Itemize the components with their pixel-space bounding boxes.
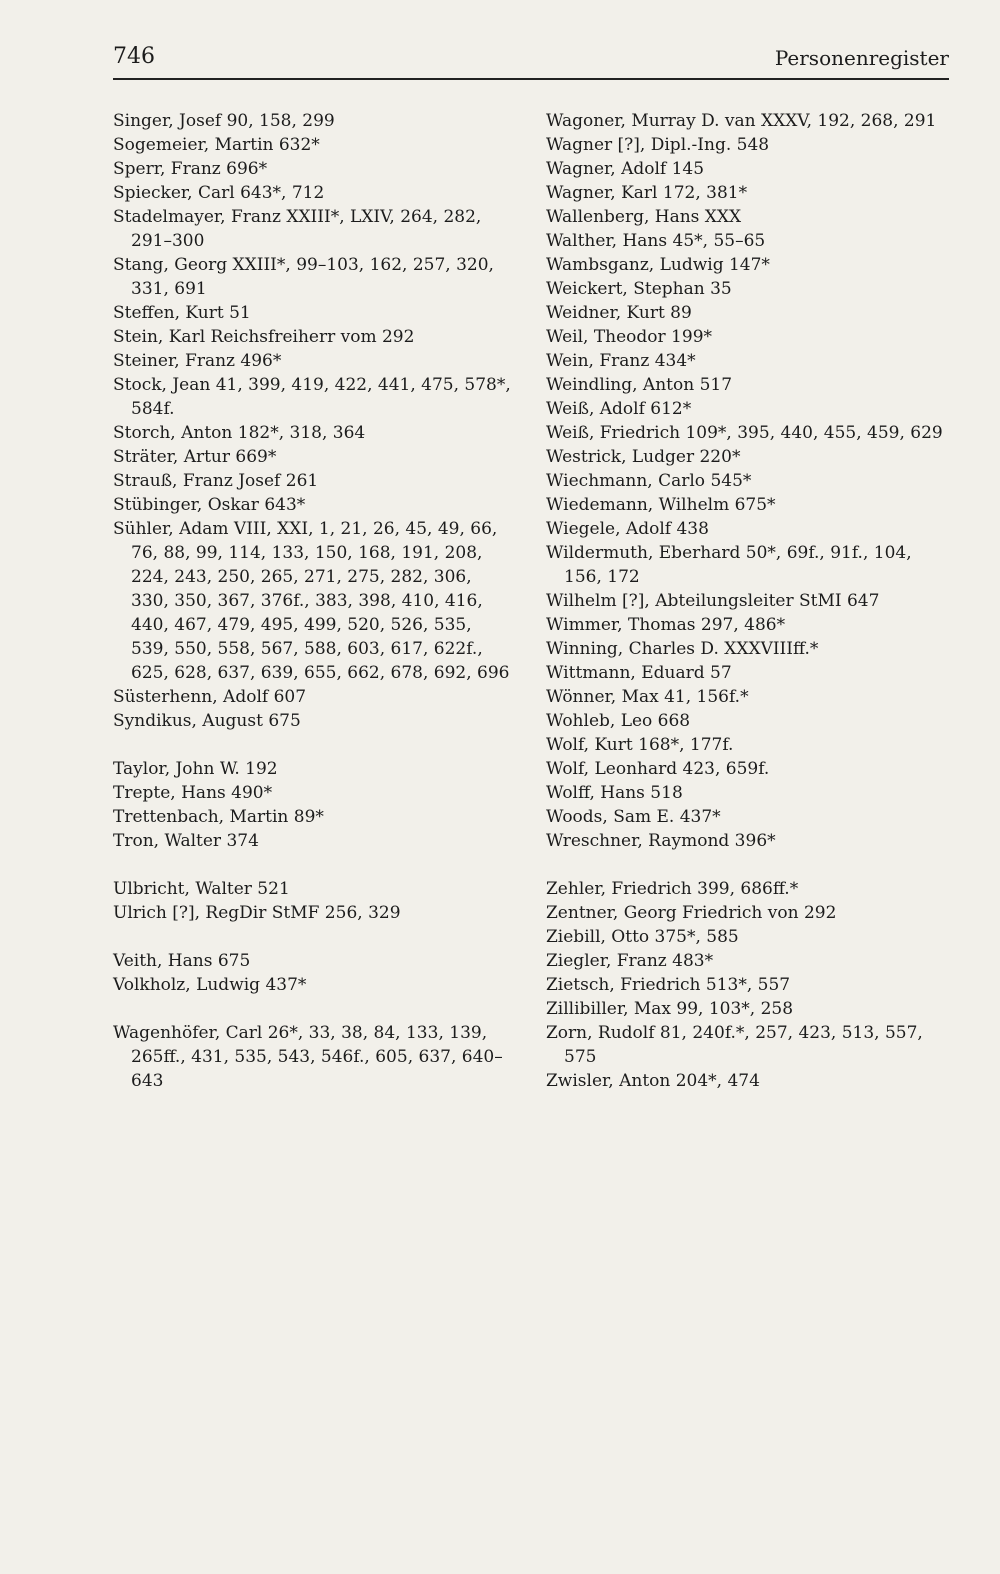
- index-entry: Woods, Sam E. 437*: [546, 807, 721, 827]
- index-entry: Tron, Walter 374: [113, 831, 259, 851]
- index-entry: Ziegler, Franz 483*: [546, 951, 714, 971]
- index-entry: Volkholz, Ludwig 437*: [113, 975, 307, 995]
- index-entry: Wambsganz, Ludwig 147*: [546, 255, 770, 275]
- index-entry: Trepte, Hans 490*: [113, 783, 273, 803]
- index-entry: Wagoner, Murray D. van XXXV, 192, 268, 291: [546, 111, 937, 131]
- letter-group-spacer: [113, 925, 513, 949]
- index-entry: Ulbricht, Walter 521: [113, 879, 290, 899]
- index-entry: Trettenbach, Martin 89*: [113, 807, 324, 827]
- letter-group-spacer: [546, 853, 951, 877]
- index-entry: Veith, Hans 675: [113, 951, 251, 971]
- index-entry: Syndikus, August 675: [113, 711, 301, 731]
- index-entry: Stübinger, Oskar 643*: [113, 495, 306, 515]
- index-entry: Weiß, Adolf 612*: [546, 399, 692, 419]
- index-entry: Zietsch, Friedrich 513*, 557: [546, 975, 791, 995]
- index-entry: Westrick, Ludger 220*: [546, 447, 741, 467]
- index-entry: Weindling, Anton 517: [546, 375, 733, 395]
- index-entry: Weidner, Kurt 89: [546, 303, 692, 323]
- index-entry: Wohleb, Leo 668: [546, 711, 691, 731]
- index-entry: Winning, Charles D. XXXVIIIff.*: [546, 639, 819, 659]
- index-entry: Weickert, Stephan 35: [546, 279, 732, 299]
- index-entry: Steiner, Franz 496*: [113, 351, 282, 371]
- index-entry: Wimmer, Thomas 297, 486*: [546, 615, 786, 635]
- index-entry: Wolff, Hans 518: [546, 783, 683, 803]
- index-entry: Wallenberg, Hans XXX: [546, 207, 742, 227]
- index-entry: Weiß, Friedrich 109*, 395, 440, 455, 459, 629: [546, 423, 943, 443]
- index-entry: Süsterhenn, Adolf 607: [113, 687, 307, 707]
- index-entry: Wagner, Adolf 145: [546, 159, 705, 179]
- index-column-left: [113, 109, 513, 1093]
- index-entry: Zwisler, Anton 204*, 474: [546, 1071, 760, 1091]
- index-entry: Singer, Josef 90, 158, 299: [113, 111, 335, 131]
- index-entry: Wagenhöfer, Carl 26*, 33, 38, 84, 133, 139, 265ff., 431, 535, 543, 546f., 605, 637, 640–643: [113, 1023, 503, 1091]
- index-entry: Wagner, Karl 172, 381*: [546, 183, 748, 203]
- index-entry: Stadelmayer, Franz XXIII*, LXIV, 264, 282, 291–300: [113, 207, 482, 251]
- index-entry: Wiedemann, Wilhelm 675*: [546, 495, 776, 515]
- index-entry: Wilhelm [?], Abteilungsleiter StMI 647: [546, 591, 880, 611]
- letter-group-spacer: [113, 853, 513, 877]
- index-entry: Sogemeier, Martin 632*: [113, 135, 320, 155]
- running-title: Personenregister: [774, 46, 949, 70]
- index-entry: Storch, Anton 182*, 318, 364: [113, 423, 366, 443]
- index-entry: Weil, Theodor 199*: [546, 327, 713, 347]
- letter-group-spacer: [113, 733, 513, 757]
- index-entry: Sträter, Artur 669*: [113, 447, 277, 467]
- index-entry: Wildermuth, Eberhard 50*, 69f., 91f., 104, 156, 172: [546, 543, 912, 587]
- page-header: [113, 40, 949, 80]
- index-entry: Steffen, Kurt 51: [113, 303, 251, 323]
- index-entry: Spiecker, Carl 643*, 712: [113, 183, 325, 203]
- index-entry: Wolf, Kurt 168*, 177f.: [546, 735, 734, 755]
- index-entry: Ulrich [?], RegDir StMF 256, 329: [113, 903, 401, 923]
- index-entry: Zentner, Georg Friedrich von 292: [546, 903, 837, 923]
- index-entry: Wittmann, Eduard 57: [546, 663, 732, 683]
- index-entry: Taylor, John W. 192: [113, 759, 278, 779]
- index-entry: Strauß, Franz Josef 261: [113, 471, 319, 491]
- index-entry: Wiechmann, Carlo 545*: [546, 471, 752, 491]
- index-entry: Sperr, Franz 696*: [113, 159, 268, 179]
- index-entry: Zillibiller, Max 99, 103*, 258: [546, 999, 794, 1019]
- index-entry: Wagner [?], Dipl.-Ing. 548: [546, 135, 770, 155]
- page-number: 746: [113, 44, 155, 69]
- index-entry: Stein, Karl Reichsfreiherr vom 292: [113, 327, 415, 347]
- index-entry: Ziebill, Otto 375*, 585: [546, 927, 739, 947]
- letter-group-spacer: [113, 997, 513, 1021]
- index-entry: Stang, Georg XXIII*, 99–103, 162, 257, 320, 331, 691: [113, 255, 494, 299]
- index-entry: Zorn, Rudolf 81, 240f.*, 257, 423, 513, 557, 575: [546, 1023, 923, 1067]
- index-entry: Walther, Hans 45*, 55–65: [546, 231, 766, 251]
- index-entry: Wolf, Leonhard 423, 659f.: [546, 759, 770, 779]
- index-entry: Wiegele, Adolf 438: [546, 519, 709, 539]
- index-entry: Wönner, Max 41, 156f.*: [546, 687, 749, 707]
- index-entry: Wein, Franz 434*: [546, 351, 696, 371]
- index-entry: Zehler, Friedrich 399, 686ff.*: [546, 879, 799, 899]
- index-entry: Stock, Jean 41, 399, 419, 422, 441, 475, 578*, 584f.: [113, 375, 511, 419]
- index-entry: Wreschner, Raymond 396*: [546, 831, 776, 851]
- index-column-right: [546, 109, 951, 1093]
- index-entry: Sühler, Adam VIII, XXI, 1, 21, 26, 45, 49, 66, 76, 88, 99, 114, 133, 150, 168, 191, 208, 224, 243, 250, 265, 271, 275, 282, 306, 330, 350, 367, 376f., 383, 398, 410, 416, 440, 467, 479, 495, 499, 520, 526, 535, 539, 550, 558, 567, 588, 603, 617, 622f., 625, 628, 637, 639, 655, 662, 678, 692, 696: [113, 519, 510, 683]
